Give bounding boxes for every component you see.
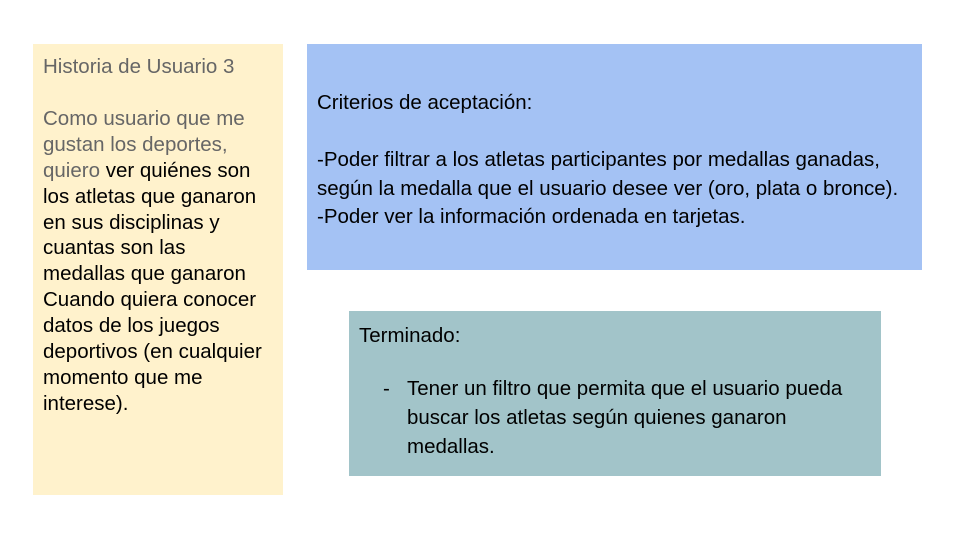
acceptance-criteria-card (307, 44, 922, 270)
criteria-item: -Poder ver la información ordenada en tarjetas. (317, 205, 746, 228)
criteria-item: -Poder filtrar a los atletas participantes por medallas ganadas, según la medalla que el usuario desee ver (oro, plata o bronce). (317, 148, 899, 200)
done-heading: Terminado: (359, 324, 461, 347)
done-item-text: Tener un filtro que permita que el usuario pueda buscar los atletas según quienes ganaron medallas. (407, 377, 843, 458)
story-title: Historia de Usuario 3 (43, 55, 235, 78)
criteria-heading: Criterios de aceptación: (317, 91, 533, 114)
user-story-card (33, 44, 283, 495)
done-list-item (359, 374, 871, 461)
done-card (349, 311, 881, 476)
bullet-dash: - (383, 377, 390, 400)
story-body (43, 106, 273, 417)
story-intro: Como usuario que me gustan los deportes, quiero (43, 106, 245, 182)
story-want: ver quiénes son los atletas que ganaron en sus disciplinas y cuantas son las medallas que ganaron Cuando quiera conocer datos de los juegos deportivos (en cualquier momento que me interese). (43, 158, 262, 415)
